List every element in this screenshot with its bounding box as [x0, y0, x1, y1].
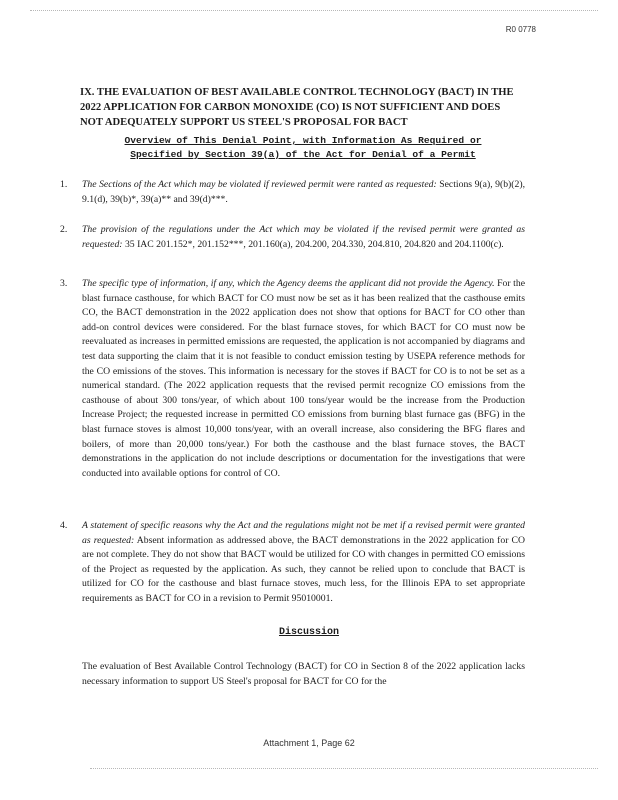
- list-item-lead: The provision of the regulations under the Act which may be violated if the revised permit were granted as requested:: [82, 224, 525, 250]
- scan-edge-bottom: [90, 768, 598, 769]
- list-item-text: For the blast furnace casthouse, for which BACT for CO must now be set as it has been realized that the casthouse emits CO, the BACT demonstration in the 2022 application does not show that options for BACT for CO other than add-on control devices were considered. For the blast furnace stoves, for which BACT for CO must now be reevaluated as increases in permitted emissions are requested, the application is not accompanied by diagrams and test data supporting the claim that it is not feasible to conduct emission testing by USEPA reference methods for the CO emissions of the stoves. This information is necessary for the stoves if BACT for CO is to not be set as a numerical standard. (The 2022 application requests that the revised permit recognize CO emissions from the casthouse of about 300 tons/year, of which about 100 tons/year would be the increase from the Production Increase Project; the requested increase in permitted CO emissions from burning blast furnace gas (BFG) in the blast furnace stoves is almost 10,000 tons/year, with an overall increase, also considering the BFG flares and boilers, of more than 20,000 tons/year.) For both the casthouse and the blast furnace stoves, the BACT demonstrations in the application do not include descriptions or documentation for the investigations that were conducted into available options for control of CO.: [82, 278, 526, 479]
- section-title: IX. THE EVALUATION OF BEST AVAILABLE CONTROL TECHNOLOGY (BACT) IN THE 2022 APPLICATION FOR CARBON MONOXIDE (CO) IS NOT SUFFICIENT AND DOES NOT ADEQUATELY SUPPORT US STEEL'S PROPOSAL FOR BACT: [80, 87, 514, 128]
- list-item-lead: The specific type of information, if any, which the Agency deems the applicant did not provide the Agency.: [82, 278, 495, 289]
- list-item-number: 4.: [60, 520, 68, 531]
- page-id: R0 0778: [505, 25, 536, 34]
- list-item-lead: A statement of specific reasons why the Act and the regulations might not be met if a revised permit were granted as requested:: [82, 520, 525, 546]
- list-item-number: 3.: [60, 278, 68, 289]
- list-item-lead: The Sections of the Act which may be violated if reviewed permit were ranted as requested:: [82, 179, 437, 190]
- list-item-1: [60, 178, 525, 207]
- list-item-text: Absent information as addressed above, the BACT demonstrations in the 2022 application for CO are not complete. They do not show that BACT would be utilized for CO with changes in permitted CO emissions of the Project as requested by the application. As such, they cannot be relied upon to conclude that BACT is utilized for CO for the casthouse and blast furnace stoves, much less, for the Illinois EPA to set appropriate requirements as BACT for CO in a revision to Permit 95010001.: [82, 534, 525, 604]
- list-item-text: Sections 9(a), 9(b)(2), 9.1(d), 39(b)*, 39(a)** and 39(d)***.: [82, 179, 525, 205]
- overview-heading: [83, 134, 523, 161]
- list-item-number: 1.: [60, 179, 68, 190]
- overview-line-2: Specified by Section 39(a) of the Act for Denial of a Permit: [130, 148, 476, 160]
- list-item-4: [60, 519, 525, 607]
- page-footer: Attachment 1, Page 62: [263, 738, 355, 748]
- list-item-3: [60, 277, 525, 481]
- discussion-heading: Discussion: [278, 627, 339, 638]
- discussion-paragraph: The evaluation of Best Available Control Technology (BACT) for CO in Section 8 of the 2022 application lacks necessary information to support US Steel's proposal for BACT for CO for the: [82, 661, 525, 687]
- list-item-number: 2.: [60, 224, 68, 235]
- list-item-text: 35 IAC 201.152*, 201.152***, 201.160(a), 204.200, 204.330, 204.810, 204.820 and 204.1100(c).: [122, 238, 504, 250]
- scan-edge-top: [30, 10, 598, 11]
- list-item-2: [60, 223, 525, 252]
- overview-line-1: Overview of This Denial Point, with Information As Required or: [124, 135, 482, 146]
